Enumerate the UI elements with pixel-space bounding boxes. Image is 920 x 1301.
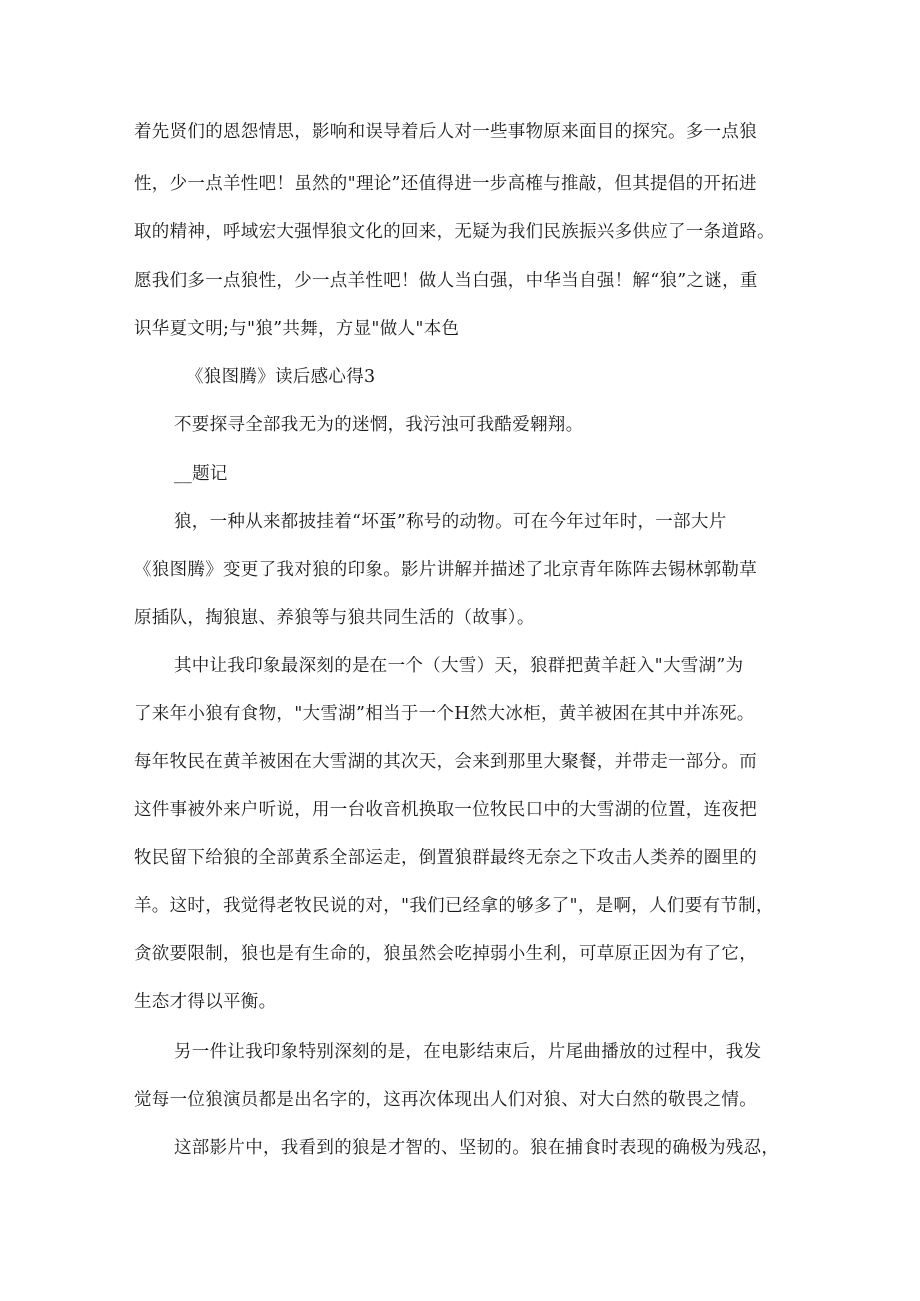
text-line: 识华夏文明;与"狼”共舞，方显"做人"本色 (134, 319, 460, 339)
text-line: 牧民留下给狼的全部黄系全部运走，倒置狼群最终无奈之下攻击人类养的圈里的 (134, 848, 757, 868)
text-line: 这件事被外来户听说，用一台收音机换取一位牧民口中的大雪湖的位置，连夜把 (134, 800, 757, 820)
epigraph-attribution: __题记 (174, 464, 228, 484)
text-line: 每年牧民在黄羊被困在大雪湖的其次天，会来到那里大聚餐，并带走一部分。而 (134, 752, 757, 772)
text-line: 这部影片中，我看到的狼是才智的、坚韧的。狼在捕食时表现的确极为残忍， (174, 1138, 780, 1158)
text-line: 狼，一种从来都披挂着“坏蛋”称号的动物。可在今年过年时，一部大片 (174, 512, 727, 532)
text-line: 愿我们多一点狼性，少一点羊性吧！做人当白强，中华当自强！解“狼”之谜，重 (134, 271, 758, 291)
text-line: 《狼图腾》变更了我对狼的印象。影片讲解并描述了北京青年陈阵去锡林郭勒草 (134, 560, 757, 580)
section-title: 《狼图腾》读后感心得3 (186, 367, 376, 387)
text-line: 了来年小狼有食物，"大雪湖”相当于一个H然大冰柜，黄羊被困在其中并冻死。 (134, 704, 755, 724)
text-line: 取的精神，呼域宏大强悍狼文化的回来，无疑为我们民族振兴多供应了一条道路。 (134, 222, 775, 242)
text-line: 另一件让我印象特别深刻的是，在电影结束后，片尾曲播放的过程中，我发 (174, 1042, 762, 1062)
text-line: 性，少一点羊性吧！虽然的"理论”还值得进一步高榷与推敲，但其提倡的开拓进 (134, 174, 757, 194)
text-line: 原插队，掏狼崽、养狼等与狼共同生活的（故事）。 (134, 608, 535, 628)
text-line: 觉每一位狼演员都是出名字的，这再次体现出人们对狼、对大白然的敬畏之情。 (134, 1090, 757, 1110)
text-line: 生态才得以平衡。 (134, 992, 277, 1012)
text-line: 贪欲要限制，狼也是有生命的，狼虽然会吃掉弱小生利，可草原正因为有了它， (134, 944, 757, 964)
text-line: 其中让我印象最深刻的是在一个（大雪）天，狼群把黄羊赶入"大雪湖”为 (174, 656, 744, 676)
text-line: 着先贤们的恩怨情思，影响和误导着后人对一些事物原来面目的探究。多一点狼 (134, 122, 757, 142)
epigraph: 不要探寻全部我无为的迷惘，我污浊可我酷爱翱翔。 (174, 415, 584, 435)
text-line: 羊。这时，我觉得老牧民说的对，"我们已经拿的够多了"，是啊，人们要有节制， (134, 896, 774, 916)
